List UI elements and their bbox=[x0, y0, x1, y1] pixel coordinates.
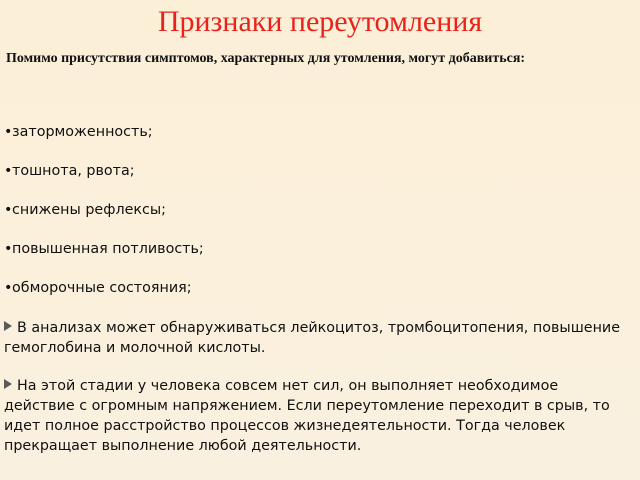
list-item bbox=[4, 163, 630, 179]
list-item-text: заторможенность; bbox=[12, 124, 153, 140]
intro-text: Помимо присутствия симптомов, характерных для утомления, могут добавиться: bbox=[6, 51, 526, 66]
list-item bbox=[4, 241, 630, 257]
list-item-text: тошнота, рвота; bbox=[12, 163, 135, 179]
arrow-bullet-icon bbox=[4, 321, 12, 331]
slide-title: Признаки переутомления bbox=[157, 5, 483, 38]
bullet-dot-icon: • bbox=[4, 124, 13, 140]
bullet-dot-icon: • bbox=[4, 241, 13, 257]
list-item bbox=[4, 318, 630, 358]
list-item bbox=[4, 124, 630, 140]
bullet-dot-icon: • bbox=[4, 202, 13, 218]
list-item bbox=[4, 280, 630, 296]
bullet-dot-icon: • bbox=[4, 163, 13, 179]
list-item-text: снижены рефлексы; bbox=[12, 202, 166, 218]
list-item bbox=[4, 376, 630, 456]
arrow-bullet-icon bbox=[4, 379, 12, 389]
list-item-text: В анализах может обнаруживаться лейкоцитоз, тромбоцитопения, повышение гемоглобина и молочной кислоты. bbox=[4, 320, 621, 356]
bullet-dot-icon: • bbox=[4, 280, 13, 296]
list-item bbox=[4, 202, 630, 218]
list-item-text: повышенная потливость; bbox=[12, 241, 204, 257]
list-item-text: На этой стадии у человека совсем нет сил, он выполняет необходимое действие с огромным напряжением. Если переутомление переходит в срыв, то идет полное расстройство процессов жизнедеятельности. Тогда человек прекращает выполнение любой деятельности. bbox=[4, 378, 610, 454]
list-item-text: обморочные состояния; bbox=[12, 280, 192, 296]
